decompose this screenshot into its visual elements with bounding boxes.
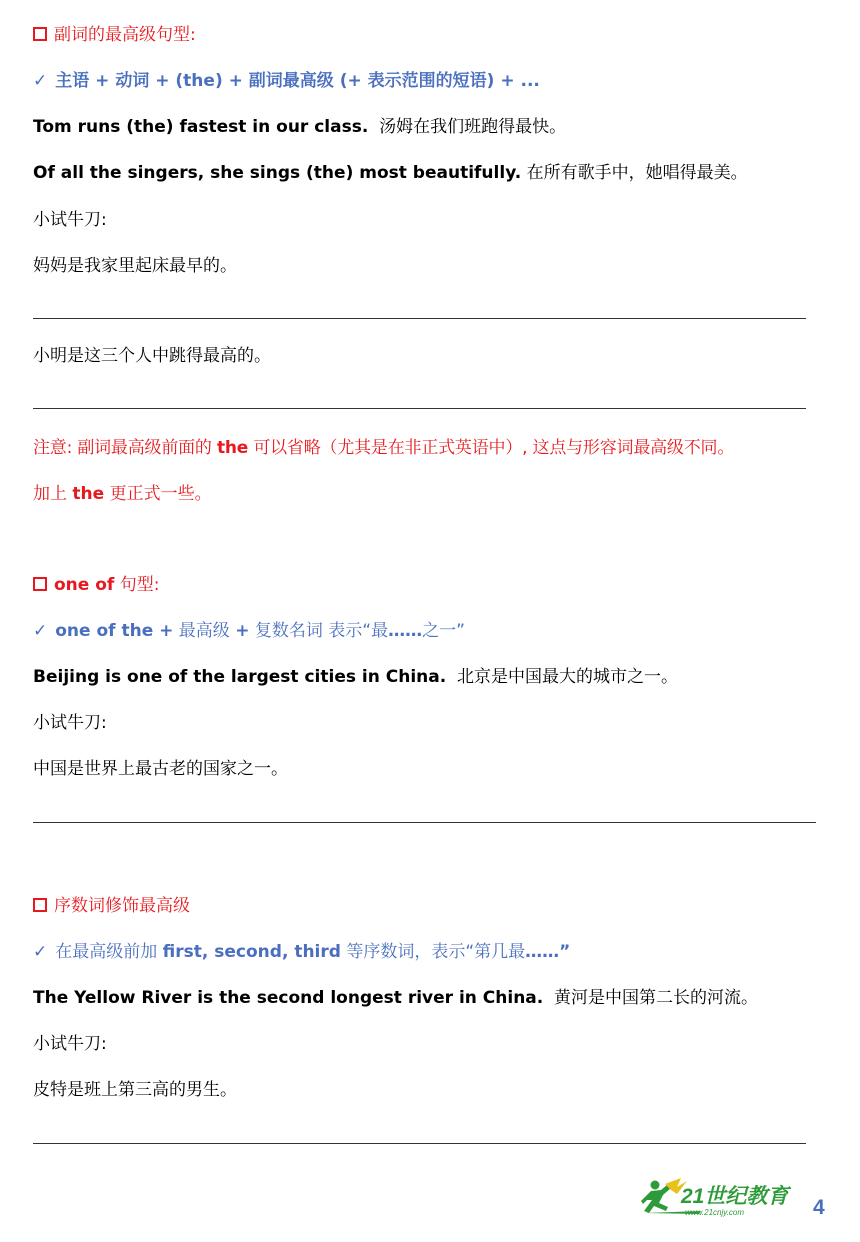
note-text: 加上 the 更正式一些。: [33, 484, 212, 504]
practice-label: 小试牛刀:: [33, 1034, 107, 1054]
section-heading-one-of: one of 句型:: [33, 574, 159, 596]
checkmark-icon: ✓: [33, 942, 48, 962]
pattern-formula: ✓ 在最高级前加 first, second, third 等序数词，表示“第几最……”: [33, 942, 571, 962]
practice-question: 中国是世界上最古老的国家之一。: [33, 759, 288, 779]
example-sentence: Tom runs (the) fastest in our class. 汤姆在我们班跑得最快。: [33, 117, 567, 137]
note-text: 注意: 副词最高级前面的 the 可以省略（尤其是在非正式英语中）, 这点与形容词最高级不同。: [33, 438, 735, 458]
checkbox-square-icon: [33, 577, 47, 591]
example-sentence: The Yellow River is the second longest river in China. 黄河是中国第二长的河流。: [33, 988, 759, 1008]
pattern-formula: ✓ one of the + 最高级 + 复数名词 表示“最……之一”: [33, 621, 465, 641]
logo-wordmark: 21世纪教育: [681, 1185, 789, 1208]
section-heading-ordinal: 序数词修饰最高级: [33, 895, 190, 917]
practice-label: 小试牛刀:: [33, 713, 107, 733]
answer-blank-line[interactable]: [33, 1143, 806, 1144]
answer-blank-line[interactable]: [33, 318, 806, 319]
21cnjy-logo: [641, 1176, 793, 1218]
practice-question: 皮特是班上第三高的男生。: [33, 1080, 237, 1100]
practice-question: 妈妈是我家里起床最早的。: [33, 256, 237, 276]
logo-url: www.21cnjy.com: [685, 1208, 744, 1217]
practice-question: 小明是这三个人中跳得最高的。: [33, 346, 271, 366]
answer-blank-line[interactable]: [33, 408, 806, 409]
example-sentence: Of all the singers, she sings (the) most beautifully. 在所有歌手中，她唱得最美。: [33, 163, 748, 183]
practice-label: 小试牛刀:: [33, 210, 107, 230]
section-heading-adverb-superlative: 副词的最高级句型:: [33, 24, 196, 46]
checkmark-icon: ✓: [33, 621, 48, 641]
example-sentence: Beijing is one of the largest cities in China. 北京是中国最大的城市之一。: [33, 667, 678, 687]
checkmark-icon: ✓: [33, 71, 48, 91]
pattern-formula: ✓ 主语 + 动词 + (the) + 副词最高级 (+ 表示范围的短语) + ...: [33, 71, 540, 91]
answer-blank-line[interactable]: [33, 822, 816, 823]
checkbox-square-icon: [33, 898, 47, 912]
page-number: 4: [813, 1196, 825, 1219]
checkbox-square-icon: [33, 27, 47, 41]
